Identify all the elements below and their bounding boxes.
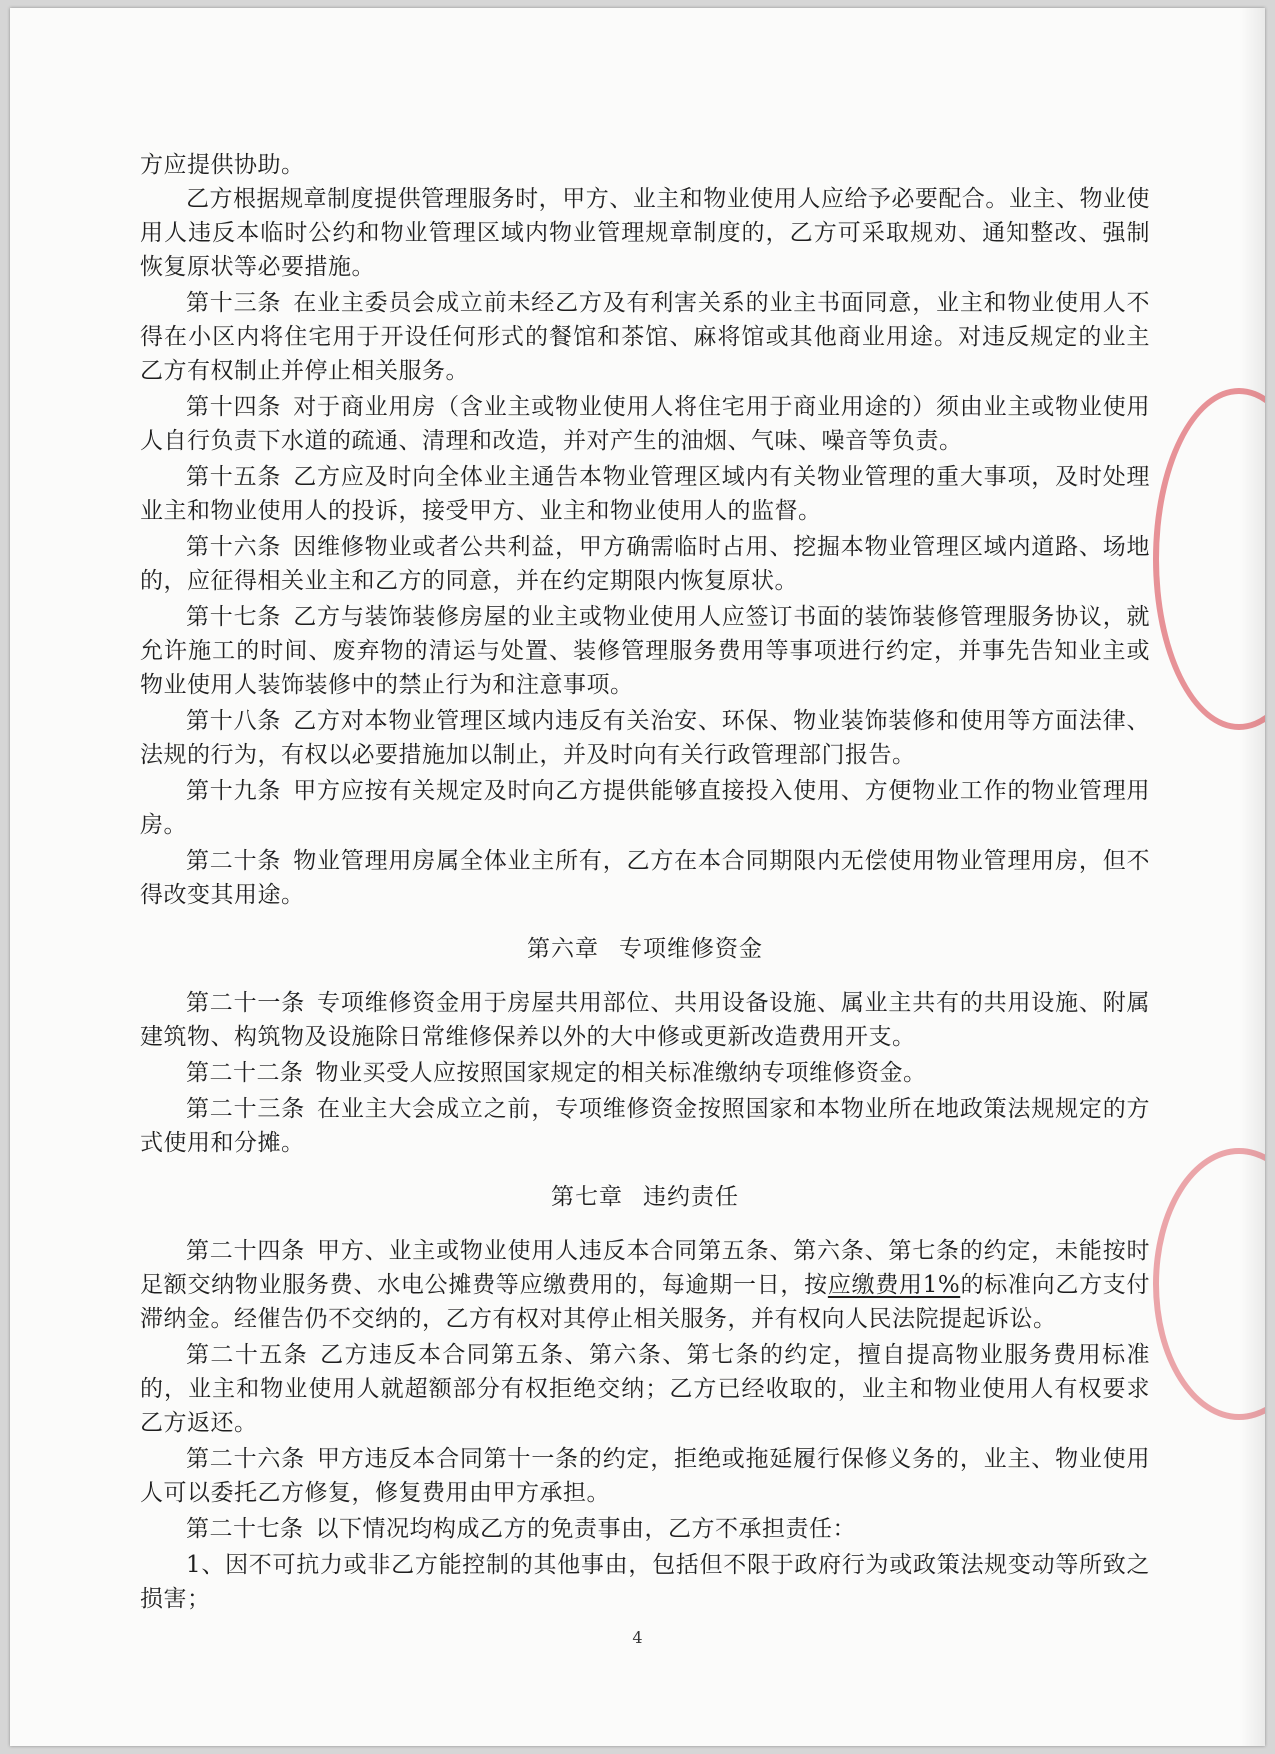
article-text: 因维修物业或者公共利益，甲方确需临时占用、挖掘本物业管理区域内道路、场地的，应征得相关业主和乙方的同意，并在约定期限内恢复原状。 [140,534,1151,594]
article-text: 在业主委员会成立前未经乙方及有利害关系的业主书面同意，业主和物业使用人不得在小区内将住宅用于开设任何形式的餐馆和茶馆、麻将馆或其他商业用途。对违反规定的业主乙方有权制止并停止相关服务。 [140,290,1151,384]
article-text: 甲方违反本合同第十一条的约定，拒绝或拖延履行保修义务的，业主、物业使用人可以委托乙方修复，修复费用由甲方承担。 [140,1446,1151,1506]
paragraph: 乙方根据规章制度提供管理服务时，甲方、业主和物业使用人应给予必要配合。业主、物业使用人违反本临时公约和物业管理区域内物业管理规章制度的，乙方可采取规劝、通知整改、强制恢复原状等必要措施。 [140,186,1150,280]
article-text: 甲方、业主或物业使用人违反本合同第五条、第六条、第七条的约定，未能按时足额交纳物业服务费、水电公摊费等应缴费用的，每逾期一日，按 [140,1238,1151,1298]
list-item: 1、因不可抗力或非乙方能控制的其他事由，包括但不限于政府行为或政策法规变动等所致之损害； [140,1552,1150,1612]
paragraph-continuation: 方应提供协助。 [140,152,305,178]
chapter-7-heading [140,1180,1150,1214]
article-24 [140,1234,1150,1336]
article-label: 第二十七条 [186,1516,304,1542]
article-17 [140,600,1150,702]
article-18 [140,704,1150,772]
article-label: 第十八条 [186,708,282,734]
article-text: 以下情况均构成乙方的免责事由，乙方不承担责任： [315,1516,856,1542]
article-text: 甲方应按有关规定及时向乙方提供能够直接投入使用、方便物业工作的物业管理用房。 [140,778,1151,838]
article-label: 第十七条 [186,604,282,630]
article-25 [140,1338,1150,1440]
chapter-number: 第六章 [527,936,599,962]
article-label: 第十六条 [186,534,282,560]
chapter-title: 违约责任 [643,1184,739,1210]
article-14 [140,390,1150,458]
red-seal-mark [1153,388,1265,730]
chapter-number: 第七章 [551,1184,623,1210]
article-label: 第二十二条 [186,1060,304,1086]
article-21 [140,986,1150,1054]
article-20 [140,844,1150,912]
article-label: 第十五条 [186,464,282,490]
article-text: 物业买受人应按照国家规定的相关标准缴纳专项维修资金。 [315,1060,927,1086]
article-22 [140,1056,1150,1090]
article-13 [140,286,1150,388]
article-label: 第十三条 [186,290,282,316]
article-label: 第二十四条 [186,1238,306,1264]
article-label: 第十四条 [186,394,282,420]
document-body [140,148,1150,1616]
document-page [10,8,1265,1746]
chapter-6-heading [140,932,1150,966]
article-text: 乙方对本物业管理区域内违反有关治安、环保、物业装饰装修和使用等方面法律、法规的行为，有权以必要措施加以制止，并及时向有关行政管理部门报告。 [140,708,1151,768]
article-text: 对于商业用房（含业主或物业使用人将住宅用于商业用途的）须由业主或物业使用人自行负责下水道的疏通、清理和改造，并对产生的油烟、气味、噪音等负责。 [140,394,1151,454]
article-text: 乙方与装饰装修房屋的业主或物业使用人应签订书面的装饰装修管理服务协议，就允许施工的时间、废弃物的清运与处置、装修管理服务费用等事项进行约定，并事先告知业主或物业使用人装饰装修中的禁止行为和注意事项。 [140,604,1151,698]
underlined-fee-rate: 应缴费用1% [827,1272,961,1298]
article-27 [140,1512,1150,1546]
article-text-cont: 的标准向乙方支付滞纳金。经催告仍不交纳的，乙方有权对其停止相关服务，并有权向人民法院提起诉讼。 [140,1272,1151,1332]
article-label: 第二十条 [186,848,282,874]
page-fold-shadow [1241,8,1265,1746]
article-label: 第二十一条 [186,990,306,1016]
article-label: 第二十六条 [186,1446,306,1472]
article-26 [140,1442,1150,1510]
article-15 [140,460,1150,528]
article-text: 物业管理用房属全体业主所有，乙方在本合同期限内无偿使用物业管理用房，但不得改变其用途。 [140,848,1151,908]
article-label: 第十九条 [186,778,282,804]
article-text: 专项维修资金用于房屋共用部位、共用设备设施、属业主共有的共用设施、附属建筑物、构筑物及设施除日常维修保养以外的大中修或更新改造费用开支。 [140,990,1151,1050]
article-23 [140,1092,1150,1160]
article-text: 在业主大会成立之前，专项维修资金按照国家和本物业所在地政策法规规定的方式使用和分摊。 [140,1096,1151,1156]
article-16 [140,530,1150,598]
article-text: 乙方应及时向全体业主通告本物业管理区域内有关物业管理的重大事项，及时处理业主和物业使用人的投诉，接受甲方、业主和物业使用人的监督。 [140,464,1151,524]
article-text: 乙方违反本合同第五条、第六条、第七条的约定，擅自提高物业服务费用标准的，业主和物业使用人就超额部分有权拒绝交纳；乙方已经收取的，业主和物业使用人有权要求乙方返还。 [140,1342,1151,1436]
chapter-title: 专项维修资金 [619,936,763,962]
page-number: 4 [632,1628,643,1647]
red-seal-mark-lower [1153,1148,1265,1420]
article-label: 第二十五条 [186,1342,309,1368]
article-label: 第二十三条 [186,1096,306,1122]
article-19 [140,774,1150,842]
